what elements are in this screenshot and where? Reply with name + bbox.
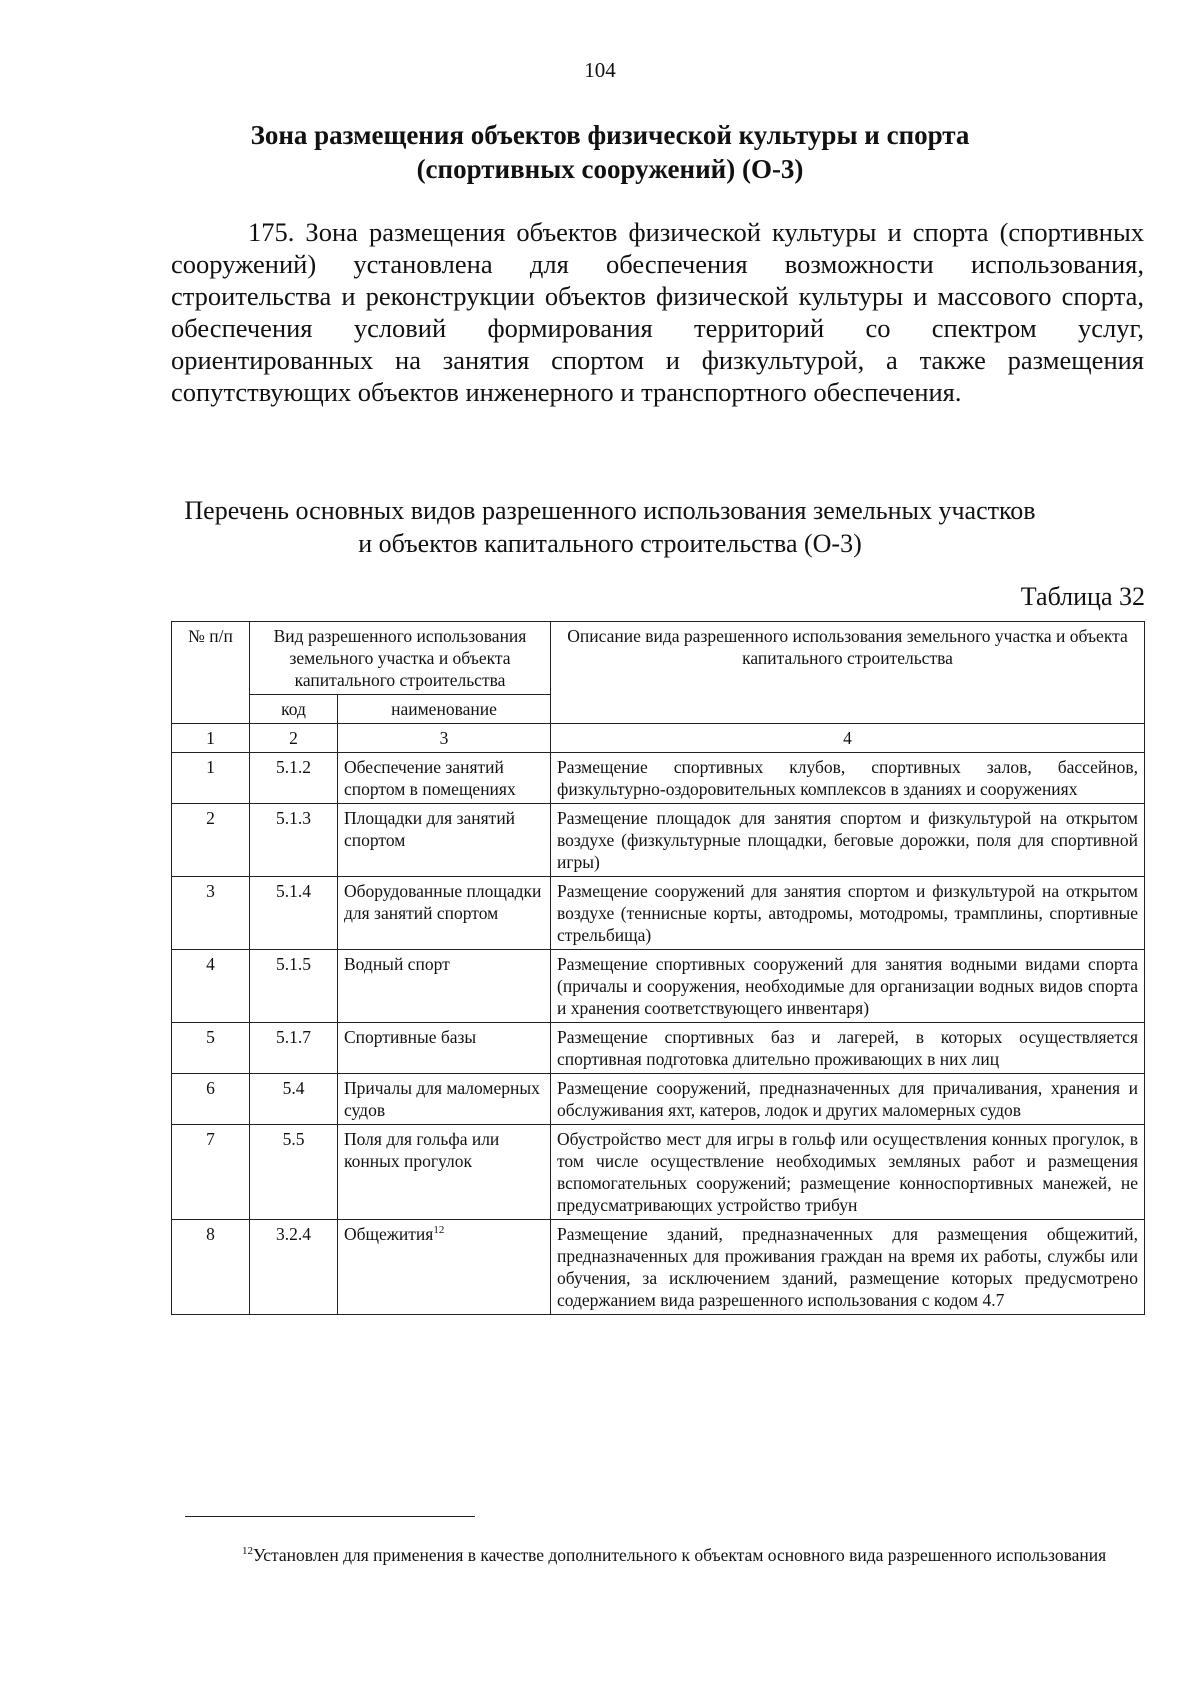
row-description: Обустройство мест для игры в гольф или осуществления конных прогулок, в том числе осуществление необходимых земляных работ и размещения вспомогательных сооружений; размещение конноспортивных манежей, не предусматривающих устройство трибун <box>551 1125 1145 1220</box>
row-number: 7 <box>172 1125 250 1220</box>
row-name: Причалы для маломерных судов <box>338 1074 551 1125</box>
permitted-use-table <box>171 621 1145 1315</box>
page-number: 104 <box>584 58 616 82</box>
table-row <box>172 804 1145 877</box>
header-name: наименование <box>338 695 551 724</box>
zone-title-line-2: (спортивных сооружений) (О-3) <box>416 154 804 184</box>
footnote <box>185 1542 1142 1568</box>
column-index: 4 <box>551 724 1145 753</box>
row-name: Поля для гольфа или конных прогулок <box>338 1125 551 1220</box>
row-number: 6 <box>172 1074 250 1125</box>
table-row <box>172 1074 1145 1125</box>
column-index: 2 <box>250 724 338 753</box>
row-description: Размещение сооружений, предназначенных для причаливания, хранения и обслуживания яхт, катеров, лодок и других маломерных судов <box>551 1074 1145 1125</box>
table-row <box>172 950 1145 1023</box>
header-number: № п/п <box>172 622 250 724</box>
row-code: 3.2.4 <box>250 1220 338 1315</box>
list-title <box>150 494 1070 560</box>
row-name: Водный спорт <box>338 950 551 1023</box>
table-row <box>172 877 1145 950</box>
row-name-cell <box>338 1220 551 1315</box>
row-number: 8 <box>172 1220 250 1315</box>
table-row <box>172 1125 1145 1220</box>
row-description: Размещение зданий, предназначенных для размещения общежитий, предназначенных для проживания граждан на время их работы, службы или обучения, за исключением зданий, размещение которых предусмотрено содержанием вида разрешенного использования с кодом 4.7 <box>551 1220 1145 1315</box>
paragraph-175: 175. Зона размещения объектов физической культуры и спорта (спортивных сооружений) установлена для обеспечения возможности использования, строительства и реконструкции объектов физической культуры и массового спорта, обеспечения условий формирования территорий со спектром услуг, ориентированных на занятия спортом и физкультурой, а также размещения сопутствующих объектов инженерного и транспортного обеспечения. <box>171 217 1144 407</box>
zone-title <box>160 118 1060 186</box>
header-kind: Вид разрешенного использования земельного участка и объекта капитального строительства <box>250 622 551 695</box>
row-description: Размещение спортивных баз и лагерей, в которых осуществляется спортивная подготовка длительно проживающих в них лиц <box>551 1023 1145 1074</box>
row-number: 3 <box>172 877 250 950</box>
footnote-separator <box>185 1516 475 1517</box>
footnote-reference[interactable]: 12 <box>433 1224 445 1237</box>
header-description: Описание вида разрешенного использования земельного участка и объекта капитального строительства <box>551 622 1145 724</box>
footnote-marker: 12 <box>242 1545 253 1558</box>
column-index: 1 <box>172 724 250 753</box>
row-code: 5.1.2 <box>250 753 338 804</box>
column-index: 3 <box>338 724 551 753</box>
zone-title-line-1: Зона размещения объектов физической культуры и спорта <box>250 120 970 150</box>
row-code: 5.5 <box>250 1125 338 1220</box>
row-description: Размещение сооружений для занятия спортом и физкультурой на открытом воздухе (теннисные корты, автодромы, мотодромы, трамплины, спортивные стрельбища) <box>551 877 1145 950</box>
header-code: код <box>250 695 338 724</box>
row-number: 2 <box>172 804 250 877</box>
row-name: Оборудованные площадки для занятий спортом <box>338 877 551 950</box>
table-caption: Таблица 32 <box>1020 582 1145 611</box>
row-name: Обеспечение занятий спортом в помещениях <box>338 753 551 804</box>
row-code: 5.1.7 <box>250 1023 338 1074</box>
row-description: Размещение спортивных сооружений для занятия водными видами спорта (причалы и сооружения, необходимые для организации водных видов спорта и хранения соответствующего инвентаря) <box>551 950 1145 1023</box>
row-code: 5.1.3 <box>250 804 338 877</box>
list-title-line-1: Перечень основных видов разрешенного использования земельных участков <box>184 496 1036 525</box>
row-number: 1 <box>172 753 250 804</box>
list-title-line-2: и объектов капитального строительства (О-3) <box>358 529 862 558</box>
table-row <box>172 1023 1145 1074</box>
column-index-row <box>172 724 1145 753</box>
table-row <box>172 1220 1145 1315</box>
row-name: Общежития <box>344 1224 434 1244</box>
row-name: Площадки для занятий спортом <box>338 804 551 877</box>
row-code: 5.1.5 <box>250 950 338 1023</box>
row-code: 5.4 <box>250 1074 338 1125</box>
row-name: Спортивные базы <box>338 1023 551 1074</box>
table-row <box>172 753 1145 804</box>
row-description: Размещение спортивных клубов, спортивных залов, бассейнов, физкультурно-оздоровительных комплексов в зданиях и сооружениях <box>551 753 1145 804</box>
row-number: 5 <box>172 1023 250 1074</box>
row-number: 4 <box>172 950 250 1023</box>
row-description: Размещение площадок для занятия спортом и физкультурой на открытом воздухе (физкультурные площадки, беговые дорожки, поля для спортивной игры) <box>551 804 1145 877</box>
zone-description <box>171 216 1144 408</box>
footnote-text: Установлен для применения в качестве дополнительного к объектам основного вида разрешенного использования <box>253 1545 1107 1565</box>
row-code: 5.1.4 <box>250 877 338 950</box>
